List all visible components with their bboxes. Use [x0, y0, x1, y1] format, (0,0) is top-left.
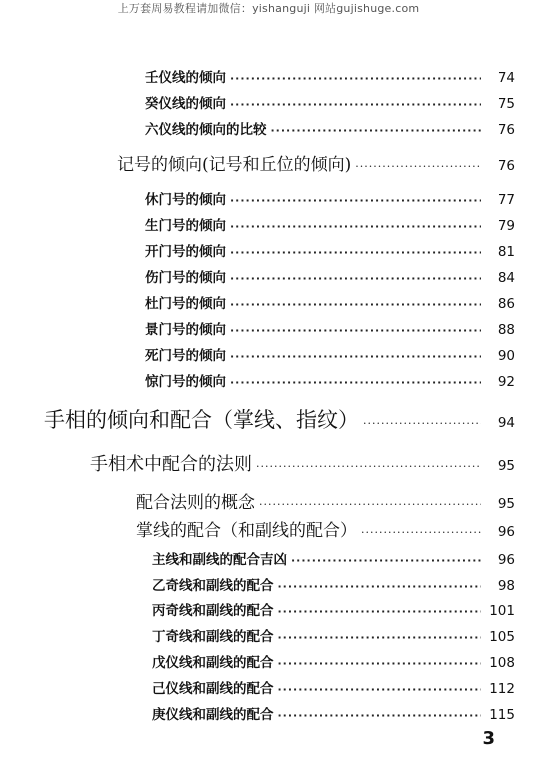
toc-entry[interactable]	[152, 651, 515, 671]
toc-entry-title: 丁奇线和副线的配合	[152, 629, 274, 645]
toc-entry-title: 六仪线的倾向的比较	[145, 122, 267, 138]
leader-dots	[291, 554, 481, 567]
toc-entry[interactable]	[145, 118, 515, 138]
toc-entry-title: 生门号的倾向	[145, 218, 226, 234]
toc-entry-page: 95	[497, 458, 515, 474]
page-number: 3	[482, 728, 495, 749]
toc-entry[interactable]	[145, 318, 515, 338]
toc-entry-title: 手相的倾向和配合（掌线、指纹）	[44, 408, 359, 432]
leader-dots	[278, 605, 482, 618]
leader-dots	[278, 580, 482, 593]
toc-entry[interactable]	[145, 66, 515, 86]
toc-entry[interactable]	[152, 677, 515, 697]
toc-entry-title: 乙奇线和副线的配合	[152, 578, 274, 594]
toc-entry-title: 主线和副线的配合吉凶	[152, 552, 287, 568]
toc-entry-page: 76	[497, 122, 515, 138]
toc-entry-title: 庚仪线和副线的配合	[152, 707, 274, 723]
leader-dots	[361, 526, 481, 539]
toc-entry-title: 死门号的倾向	[145, 348, 226, 364]
toc-entry-title: 配合法则的概念	[136, 493, 255, 513]
toc-entry-page: 74	[497, 70, 515, 86]
toc-entry[interactable]	[117, 150, 515, 175]
toc-entry[interactable]	[145, 344, 515, 364]
toc-entry-title: 癸仪线的倾向	[145, 96, 226, 112]
toc-entry[interactable]	[145, 370, 515, 390]
toc-entry-page: 101	[489, 603, 515, 619]
toc-entry[interactable]	[145, 214, 515, 234]
toc-entry-page: 90	[497, 348, 515, 364]
toc-entry[interactable]	[44, 404, 515, 434]
toc-entry-page: 84	[497, 270, 515, 286]
leader-dots	[256, 460, 481, 473]
toc-entry-title: 戊仪线和副线的配合	[152, 655, 274, 671]
toc-entry-title: 景门号的倾向	[145, 322, 226, 338]
leader-dots	[278, 709, 482, 722]
toc-entry-page: 92	[497, 374, 515, 390]
watermark-text: 上万套周易教程请加微信：yishanguji 网站gujishuge.com	[117, 2, 420, 15]
leader-dots	[230, 350, 481, 363]
toc-entry[interactable]	[152, 703, 515, 723]
leader-dots	[259, 498, 481, 511]
toc-entry-page: 108	[489, 655, 515, 671]
toc-entry-page: 79	[497, 218, 515, 234]
toc-entry-page: 75	[497, 96, 515, 112]
toc-entry[interactable]	[90, 450, 515, 476]
toc-entry-page: 115	[489, 707, 515, 723]
toc-entry-page: 105	[489, 629, 515, 645]
toc-entry-page: 112	[489, 681, 515, 697]
toc-entry-page: 88	[497, 322, 515, 338]
toc-entry-title: 记号的倾向(记号和丘位的倾向)	[117, 155, 352, 175]
toc-entry-title: 杜门号的倾向	[145, 296, 226, 312]
toc-entry[interactable]	[145, 240, 515, 260]
leader-dots	[278, 657, 482, 670]
toc-entry-page: 98	[497, 578, 515, 594]
leader-dots	[230, 272, 481, 285]
toc-entry-title: 休门号的倾向	[145, 192, 226, 208]
toc-entry-title: 己仪线和副线的配合	[152, 681, 274, 697]
toc-entry-page: 95	[497, 496, 515, 512]
toc-entry[interactable]	[145, 292, 515, 312]
leader-dots	[230, 220, 481, 233]
toc-entry-title: 伤门号的倾向	[145, 270, 226, 286]
toc-entry[interactable]	[152, 625, 515, 645]
toc-entry-page: 76	[497, 158, 515, 174]
leader-dots	[230, 246, 481, 259]
toc-entry-page: 94	[497, 415, 515, 431]
leader-dots	[278, 683, 482, 696]
leader-dots	[278, 631, 482, 644]
toc-entry-page: 96	[497, 524, 515, 540]
toc-entry-title: 壬仪线的倾向	[145, 70, 226, 86]
toc-entry[interactable]	[145, 188, 515, 208]
leader-dots	[363, 417, 481, 430]
leader-dots	[230, 376, 481, 389]
toc-entry[interactable]	[145, 92, 515, 112]
toc-entry[interactable]	[152, 548, 515, 568]
leader-dots	[230, 98, 481, 111]
leader-dots	[230, 194, 481, 207]
toc-entry-page: 86	[497, 296, 515, 312]
toc-entry-page: 77	[497, 192, 515, 208]
leader-dots	[355, 160, 481, 173]
toc-entry-title: 惊门号的倾向	[145, 374, 226, 390]
toc-entry[interactable]	[145, 266, 515, 286]
toc-entry-page: 81	[497, 244, 515, 260]
toc-entry-title: 掌线的配合（和副线的配合）	[136, 521, 357, 541]
toc-entry[interactable]	[152, 574, 515, 594]
leader-dots	[230, 72, 481, 85]
toc-entry[interactable]	[136, 488, 515, 513]
toc-entry-page: 96	[497, 552, 515, 568]
leader-dots	[230, 298, 481, 311]
leader-dots	[230, 324, 481, 337]
toc-entry-title: 手相术中配合的法则	[90, 454, 252, 475]
toc-entry[interactable]	[152, 599, 515, 619]
leader-dots	[271, 124, 482, 137]
toc-entry[interactable]	[136, 516, 515, 541]
toc-entry-title: 丙奇线和副线的配合	[152, 603, 274, 619]
toc-entry-title: 开门号的倾向	[145, 244, 226, 260]
